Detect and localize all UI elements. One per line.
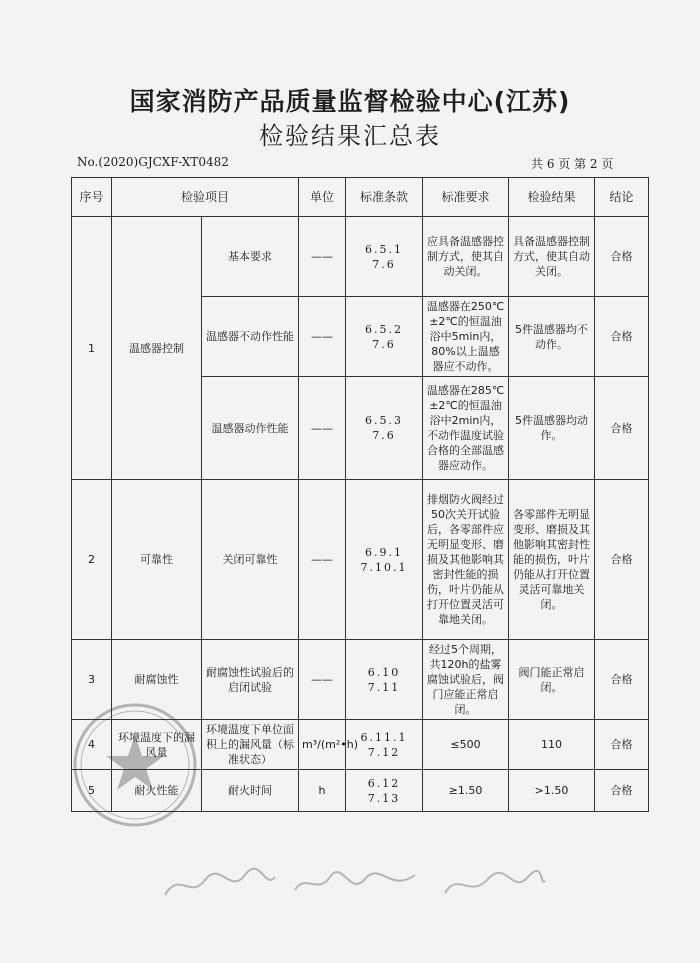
row-result: 110 [509, 720, 595, 770]
row-requirement: 温感器在250℃±2℃的恒温油浴中5min内，80%以上温感器应不动作。 [423, 297, 509, 377]
row-requirement: 经过5个周期，共120h的盐雾腐蚀试验后，阀门应能正常启闭。 [423, 640, 509, 720]
row-conclusion: 合格 [595, 770, 649, 812]
row-item: 可靠性 [112, 480, 202, 640]
row-subitem: 温感器动作性能 [202, 377, 299, 480]
row-item: 温感器控制 [112, 217, 202, 480]
row-conclusion: 合格 [595, 480, 649, 640]
row-result: 5件温感器均不动作。 [509, 297, 595, 377]
org-title: 国家消防产品质量监督检验中心(江苏) [129, 87, 571, 116]
row-no: 5 [72, 770, 112, 812]
row-requirement: 排烟防火阀经过50次关开试验后，各零部件应无明显变形、磨损及其他影响其密封性能的损伤，叶片仍能从打开位置灵活可靠地关闭。 [423, 480, 509, 640]
col-header-item: 检验项目 [112, 178, 299, 217]
row-result: 5件温感器均动作。 [509, 377, 595, 480]
row-conclusion: 合格 [595, 377, 649, 480]
row-clause: 6.5.3 7.6 [346, 377, 423, 480]
row-conclusion: 合格 [595, 720, 649, 770]
row-item: 环境温度下的漏风量 [112, 720, 202, 770]
row-result: 具备温感器控制方式，使其自动关闭。 [509, 217, 595, 297]
row-clause: 6.5.1 7.6 [346, 217, 423, 297]
row-requirement: ≤500 [423, 720, 509, 770]
row-unit: —— [299, 217, 346, 297]
col-header-clause: 标准条款 [346, 178, 423, 217]
row-subitem: 关闭可靠性 [202, 480, 299, 640]
row-result: 各零部件无明显变形、磨损及其他影响其密封性能的损伤，叶片仍能从打开位置灵活可靠地关闭。 [509, 480, 595, 640]
header-row [72, 178, 649, 217]
row-unit: h [299, 770, 346, 812]
official-stamp-icon [70, 700, 200, 830]
row-subitem: 温感器不动作性能 [202, 297, 299, 377]
doc-number: No.(2020)GJCXF-XT0482 [77, 155, 229, 169]
row-conclusion: 合格 [595, 217, 649, 297]
row-unit: —— [299, 297, 346, 377]
col-header-conclusion: 结论 [595, 178, 649, 217]
col-header-result: 检验结果 [509, 178, 595, 217]
row-result: >1.50 [509, 770, 595, 812]
row-clause: 6.10 7.11 [346, 640, 423, 720]
page-info: 共 6 页 第 2 页 [531, 157, 614, 171]
signature-icon [290, 865, 420, 905]
row-clause: 6.11.1 7.12 [346, 720, 423, 770]
row-conclusion: 合格 [595, 297, 649, 377]
col-header-unit: 单位 [299, 178, 346, 217]
row-requirement: 应具备温感器控制方式，使其自动关闭。 [423, 217, 509, 297]
row-requirement: 温感器在285℃±2℃的恒温油浴中2min内，不动作温度试验合格的全部温感器应动作。 [423, 377, 509, 480]
table-row [72, 480, 649, 640]
row-clause: 6.5.2 7.6 [346, 297, 423, 377]
row-no: 2 [72, 480, 112, 640]
row-requirement: ≥1.50 [423, 770, 509, 812]
report-title: 检验结果汇总表 [259, 122, 441, 150]
table-row [72, 217, 649, 297]
row-unit: m³/(m²•h) [299, 720, 346, 770]
row-unit: —— [299, 480, 346, 640]
row-subitem: 耐火时间 [202, 770, 299, 812]
row-no: 3 [72, 640, 112, 720]
row-conclusion: 合格 [595, 640, 649, 720]
row-result: 阀门能正常启闭。 [509, 640, 595, 720]
col-header-requirement: 标准要求 [423, 178, 509, 217]
signature-icon [440, 865, 550, 905]
row-no: 4 [72, 720, 112, 770]
row-unit: —— [299, 377, 346, 480]
row-clause: 6.9.1 7.10.1 [346, 480, 423, 640]
row-item: 耐腐蚀性 [112, 640, 202, 720]
row-clause: 6.12 7.13 [346, 770, 423, 812]
row-subitem: 基本要求 [202, 217, 299, 297]
row-subitem: 环境温度下单位面积上的漏风量（标准状态） [202, 720, 299, 770]
row-unit: —— [299, 640, 346, 720]
signature-icon [160, 865, 280, 905]
col-header-no: 序号 [72, 178, 112, 217]
row-subitem: 耐腐蚀性试验后的启闭试验 [202, 640, 299, 720]
row-no: 1 [72, 217, 112, 480]
row-item: 耐火性能 [112, 770, 202, 812]
